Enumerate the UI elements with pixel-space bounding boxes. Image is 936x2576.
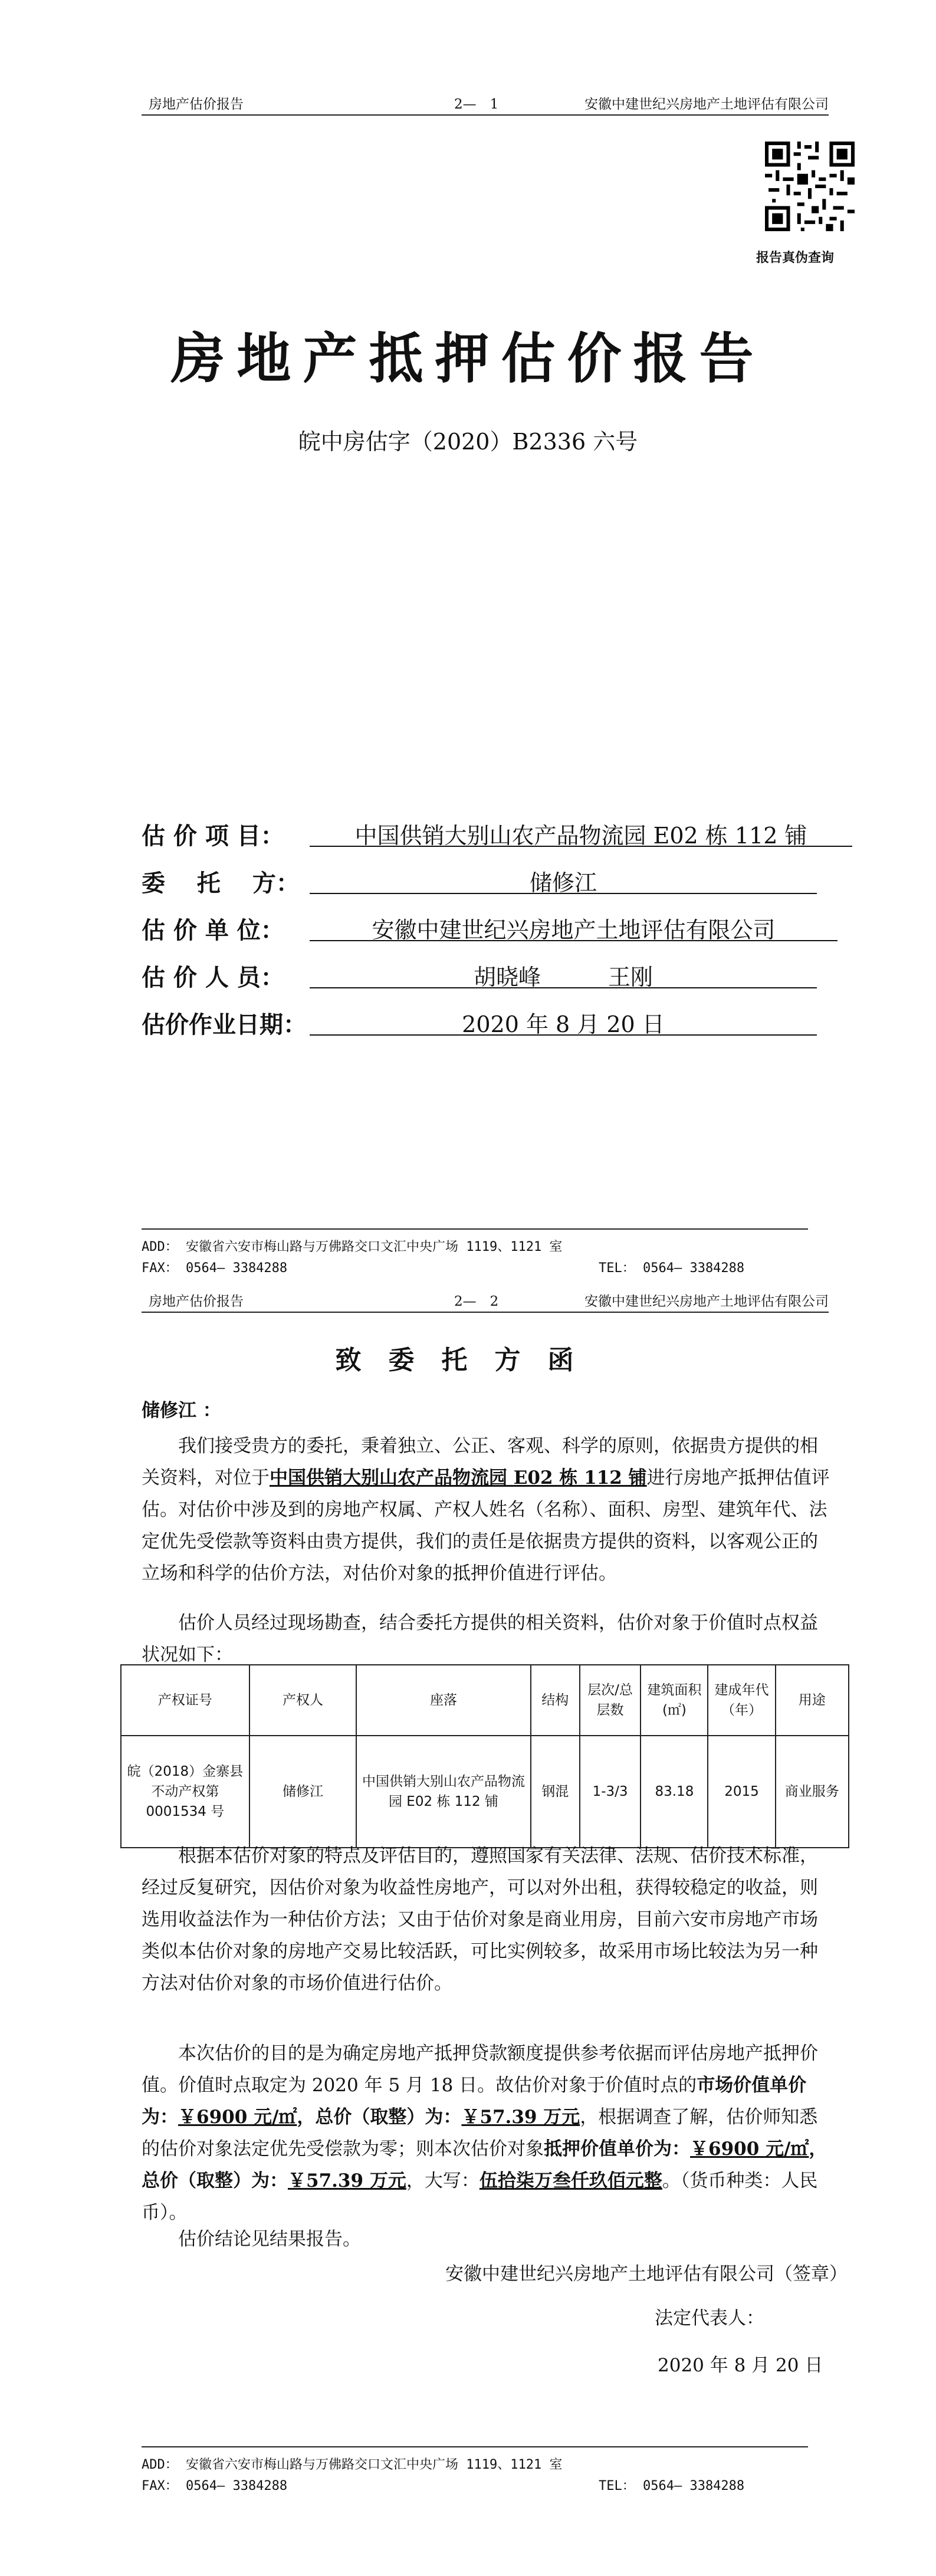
header-page-number: 2— 1 [454, 97, 499, 112]
footer-fax: FAX： 0564— 3384288 [142, 2479, 288, 2493]
footer-divider [142, 1228, 808, 1230]
property-rights-table [120, 1664, 849, 1848]
paragraph-1 [142, 1430, 832, 1589]
table-cell: 83.18 [641, 1736, 708, 1848]
field-label: 估 价 人 员： [142, 964, 284, 991]
table-header-cell: 建筑面积(㎡) [641, 1665, 708, 1736]
salutation: 储修江 ： [142, 1400, 221, 1421]
table-header-cell: 建成年代（年） [708, 1665, 775, 1736]
table-header-cell: 座落 [356, 1665, 531, 1736]
table-header-cell: 产权人 [249, 1665, 356, 1736]
letter-title: 致委托方函 [335, 1345, 601, 1375]
field-client [142, 861, 838, 896]
text: 本次估价的目的是为确定房地产抵押贷款额度提供参考依据而评估房地产抵押价值。价值时点取定为 2020 年 5 月 18 日。故估价对象于价值时点的 [142, 2043, 818, 2096]
footer-address: ADD： 安徽省六安市梅山路与万佛路交口文汇中央广场 1119、1121 室 [142, 2457, 563, 2472]
report-title: 房地产抵押估价报告 [170, 327, 766, 390]
paragraph-4 [142, 2038, 832, 2229]
page1-footer [142, 1228, 829, 1287]
field-label: 估价作业日期： [142, 1011, 307, 1039]
field-project [142, 814, 838, 849]
field-appraiser-org [142, 908, 838, 944]
footer-divider [142, 2446, 808, 2447]
text: 我们接受贵方的委托，秉着独立、公正、客观、科学的原则，依据贵方提供的相关资料，对位于 [142, 1435, 818, 1489]
footer-fax: FAX： 0564— 3384288 [142, 1261, 288, 1276]
table-cell: 皖（2018）金寨县不动产权第0001534 号 [121, 1736, 249, 1848]
field-value: 2020 年 8 月 20 日 [310, 1006, 817, 1036]
header-left: 房地产估价报告 [149, 97, 244, 112]
company-signature: 安徽中建世纪兴房地产土地评估有限公司（签章） [445, 2263, 848, 2285]
text: 。（货币种类：人民币）。 [142, 2170, 818, 2223]
page2-header [142, 1286, 829, 1313]
table-header-cell: 用途 [776, 1665, 849, 1736]
table-cell: 中国供销大别山农产品物流园 E02 栋 112 铺 [356, 1736, 531, 1848]
field-value: 胡晓峰 王刚 [310, 959, 817, 988]
field-work-date [142, 1003, 838, 1038]
mortgage-total-price: ￥57.39 万元 [288, 2170, 406, 2191]
field-value: 储修江 [310, 865, 817, 894]
text: ，总价（取整）为： [297, 2107, 462, 2128]
paragraph-5: 估价结论见结果报告。 [142, 2229, 361, 2250]
letter-date: 2020 年 8 月 20 日 [658, 2355, 823, 2376]
field-label: 估 价 单 位： [142, 916, 284, 944]
page2-footer [142, 2446, 829, 2505]
text: 抵押价值单价为： [544, 2138, 690, 2160]
text: ，总价（取整）为： [142, 2138, 827, 2191]
header-left: 房地产估价报告 [149, 1294, 244, 1309]
mortgage-unit-price: ￥6900 元/㎡ [690, 2138, 809, 2160]
market-total-price: ￥57.39 万元 [461, 2107, 580, 2128]
text: 市场价值单价为： [142, 2075, 807, 2128]
header-page-number: 2— 2 [454, 1294, 499, 1309]
field-label: 估 价 项 目： [142, 822, 284, 850]
footer-tel: TEL： 0564— 3384288 [599, 2479, 745, 2493]
table-cell: 2015 [708, 1736, 775, 1848]
table-cell: 钢混 [531, 1736, 580, 1848]
paragraph-2: 估价人员经过现场勘查，结合委托方提供的相关资料，估价对象于价值时点权益状况如下： [142, 1612, 818, 1665]
amount-in-words: 伍拾柒万叁仟玖佰元整 [479, 2170, 662, 2191]
text: ，大写： [406, 2170, 480, 2191]
table-row [121, 1736, 849, 1848]
field-value: 中国供销大别山农产品物流园 E02 栋 112 铺 [310, 817, 852, 847]
header-right: 安徽中建世纪兴房地产土地评估有限公司 [584, 97, 829, 112]
table-cell: 1-3/3 [580, 1736, 641, 1848]
text: ，根据调查了解，估价师知悉的估价对象法定优先受偿款为零；则本次估价对象 [142, 2107, 818, 2160]
table-cell: 商业服务 [776, 1736, 849, 1848]
property-address: 中国供销大别山农产品物流园 E02 栋 112 铺 [270, 1467, 647, 1489]
qr-code-icon[interactable] [765, 142, 855, 231]
legal-representative: 法定代表人： [655, 2308, 764, 2329]
text: 进行房地产抵押估值评估。对估价中涉及到的房地产权属、产权人姓名（名称）、面积、房型、建筑年代、法定优先受偿款等资料由贵方提供，我们的责任是依据贵方提供的资料，以客观公正的立场和科学的估价方法，对估价对象的抵押价值进行评估。 [142, 1467, 830, 1584]
table-cell: 储修江 [249, 1736, 356, 1848]
table-header-cell: 结构 [531, 1665, 580, 1736]
header-right: 安徽中建世纪兴房地产土地评估有限公司 [584, 1294, 829, 1309]
table-header-cell: 层次/总层数 [580, 1665, 641, 1736]
market-unit-price: ￥6900 元/㎡ [178, 2107, 297, 2128]
field-label: 委 托 方： [142, 869, 300, 897]
qr-caption: 报告真伪查询 [756, 251, 835, 265]
table-header-cell: 产权证号 [121, 1665, 249, 1736]
page1-header [142, 88, 829, 116]
table-header-row [121, 1665, 849, 1736]
footer-tel: TEL： 0564— 3384288 [599, 1261, 745, 1276]
field-value: 安徽中建世纪兴房地产土地评估有限公司 [310, 912, 838, 941]
document-number: 皖中房估字（2020）B2336 六号 [298, 429, 638, 455]
field-appraisers [142, 955, 838, 991]
footer-address: ADD： 安徽省六安市梅山路与万佛路交口文汇中央广场 1119、1121 室 [142, 1240, 563, 1254]
paragraph-3: 根据本估价对象的特点及评估目的，遵照国家有关法律、法规、估价技术标准，经过反复研究，因估价对象为收益性房地产，可以对外出租，获得较稳定的收益，则选用收益法作为一种估价方法；又由于估价对象是商业用房，目前六安市房地产市场类似本估价对象的房地产交易比较活跃，可比实例较多，故采用市场比较法为另一种方法对估价对象的市场价值进行估价。 [142, 1845, 818, 1994]
